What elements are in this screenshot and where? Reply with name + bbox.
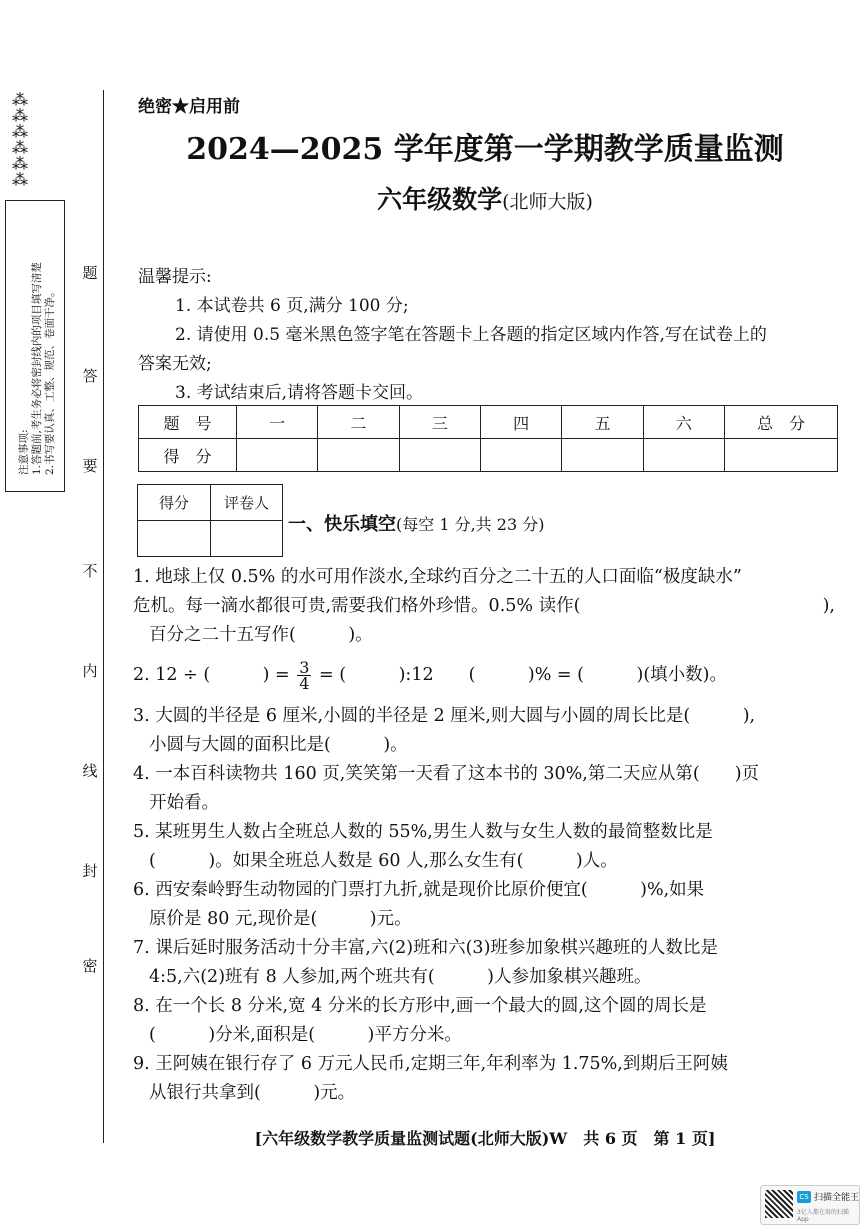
question-text: ),: [822, 596, 835, 616]
question-3: [133, 702, 843, 760]
binding-word: 密: [82, 957, 98, 975]
table-cell: 评卷人: [211, 485, 283, 521]
table-cell: 三: [399, 406, 480, 439]
question-line: ( )分米,面积是( )平方分米。: [149, 1025, 462, 1045]
binding-stars: ⁂ ⁂ ⁂ ⁂ ⁂ ⁂: [12, 90, 26, 189]
tip-item: 3. 考试结束后,请将答题卡交回。: [175, 383, 424, 403]
table-cell: 一: [237, 406, 318, 439]
page-title: 2024—2025 学年度第一学期教学质量监测: [186, 132, 784, 167]
question-text: 2. 12 ÷ ( ) =: [133, 665, 290, 685]
question-line: 3. 大圆的半径是 6 厘米,小圆的半径是 2 厘米,则大圆与小圆的周长比是( ),: [133, 706, 756, 726]
binding-word: 内: [82, 662, 98, 680]
question-5: [133, 818, 843, 876]
question-line: 4:5,六(2)班有 8 人参加,两个班共有( )人参加象棋兴趣班。: [149, 967, 652, 987]
notes-title: 注意事项:: [18, 429, 30, 475]
score-input-cell: [237, 439, 318, 472]
score-input-cell: [318, 439, 399, 472]
table-cell: 题 号: [139, 406, 237, 439]
section-points: (每空 1 分,共 23 分): [396, 515, 545, 534]
section-title: [288, 510, 544, 536]
table-row: [139, 439, 838, 472]
question-line: [133, 592, 843, 621]
table-cell: 四: [480, 406, 561, 439]
secret-label: 绝密★启用前: [138, 97, 240, 117]
question-line: 从银行共拿到( )元。: [149, 1083, 356, 1103]
section-title-text: 一、快乐填空: [288, 514, 396, 535]
question-text: 危机。每一滴水都很可贵,需要我们格外珍惜。0.5% 读作(: [133, 596, 581, 616]
table-cell: 六: [643, 406, 724, 439]
tip-item: 答案无效;: [138, 354, 212, 374]
question-line: 9. 王阿姨在银行存了 6 万元人民币,定期三年,年利率为 1.75%,到期后王阿姨: [133, 1054, 728, 1074]
binding-word: 不: [82, 562, 98, 580]
tips-heading: 温馨提示:: [138, 267, 212, 287]
question-line: 小圆与大圆的面积比是( )。: [149, 735, 408, 755]
subtitle: [105, 180, 865, 216]
question-6: [133, 876, 843, 934]
table-cell: 二: [318, 406, 399, 439]
binding-line: [103, 90, 104, 1143]
binding-word: 要: [82, 457, 98, 475]
table-cell: 五: [562, 406, 643, 439]
question-line: 5. 某班男生人数占全班总人数的 55%,男生人数与女生人数的最简整数比是: [133, 822, 713, 842]
table-cell: 得 分: [139, 439, 237, 472]
binding-word: 线: [82, 762, 98, 780]
question-line: ( )。如果全班总人数是 60 人,那么女生有( )人。: [149, 851, 618, 871]
score-table: [138, 405, 838, 472]
table-row: [138, 485, 283, 521]
score-input-cell: [643, 439, 724, 472]
scanner-subtitle: 3亿人都在用的扫描App: [797, 1209, 849, 1223]
scanner-name: 扫描全能王: [814, 1193, 860, 1203]
score-input-cell: [480, 439, 561, 472]
notes-text: [18, 215, 56, 475]
tip-item: 1. 本试卷共 6 页,满分 100 分;: [175, 296, 409, 316]
binding-word: 答: [82, 367, 98, 385]
question-7: [133, 934, 843, 992]
binding-word: 封: [82, 862, 98, 880]
table-row: [139, 406, 838, 439]
tip-item: 2. 请使用 0.5 毫米黑色签字笔在答题卡上各题的指定区域内作答,写在试卷上的: [175, 325, 767, 345]
scanner-watermark: [760, 1185, 860, 1225]
fraction-numerator: 3: [299, 658, 310, 677]
table-row: [138, 521, 283, 557]
subtitle-text: 六年级数学: [377, 185, 503, 214]
score-input-cell: [725, 439, 838, 472]
fraction-denominator: 4: [299, 674, 310, 693]
fraction: [297, 660, 311, 691]
question-line: 7. 课后延时服务活动十分丰富,六(2)班和六(3)班参加象棋兴趣班的人数比是: [133, 938, 718, 958]
notes-line2: 2.书写要认真、工整、规范、卷面干净。: [44, 286, 56, 475]
question-8: [133, 992, 843, 1050]
table-cell: 得分: [138, 485, 211, 521]
grader-table: [137, 484, 283, 557]
question-line: 1. 地球上仅 0.5% 的水可用作淡水,全球约百分之二十五的人口面临“极度缺水”: [133, 567, 742, 587]
question-4: [133, 760, 843, 818]
question-1: [133, 563, 843, 650]
camscanner-logo: CS: [797, 1191, 811, 1203]
question-line: 4. 一本百科读物共 160 页,笑笑第一天看了这本书的 30%,第二天应从第( )页: [133, 764, 760, 784]
question-text: = ( ):12 ( )% = ( )(填小数)。: [319, 665, 727, 685]
qr-code-icon: [765, 1190, 793, 1218]
table-cell: 总 分: [725, 406, 838, 439]
score-input-cell: [562, 439, 643, 472]
question-line: 原价是 80 元,现价是( )元。: [149, 909, 412, 929]
edition-text: (北师大版): [502, 191, 593, 213]
table-cell: [211, 521, 283, 557]
question-line: 8. 在一个长 8 分米,宽 4 分米的长方形中,画一个最大的圆,这个圆的周长是: [133, 996, 707, 1016]
binding-word: 题: [82, 264, 98, 282]
score-input-cell: [399, 439, 480, 472]
question-9: [133, 1050, 843, 1108]
question-2: [133, 660, 843, 691]
question-line: 6. 西安秦岭野生动物园的门票打九折,就是现价比原价便宜( )%,如果: [133, 880, 705, 900]
question-line: 开始看。: [149, 793, 219, 813]
question-line: 百分之二十五写作( )。: [149, 625, 373, 645]
page-footer: [六年级数学教学质量监测试题(北师大版)W 共 6 页 第 1 页]: [254, 1129, 716, 1148]
table-cell: [138, 521, 211, 557]
notes-line1: 1.答题前,考生务必将密封线内的项目填写清楚: [31, 262, 43, 475]
